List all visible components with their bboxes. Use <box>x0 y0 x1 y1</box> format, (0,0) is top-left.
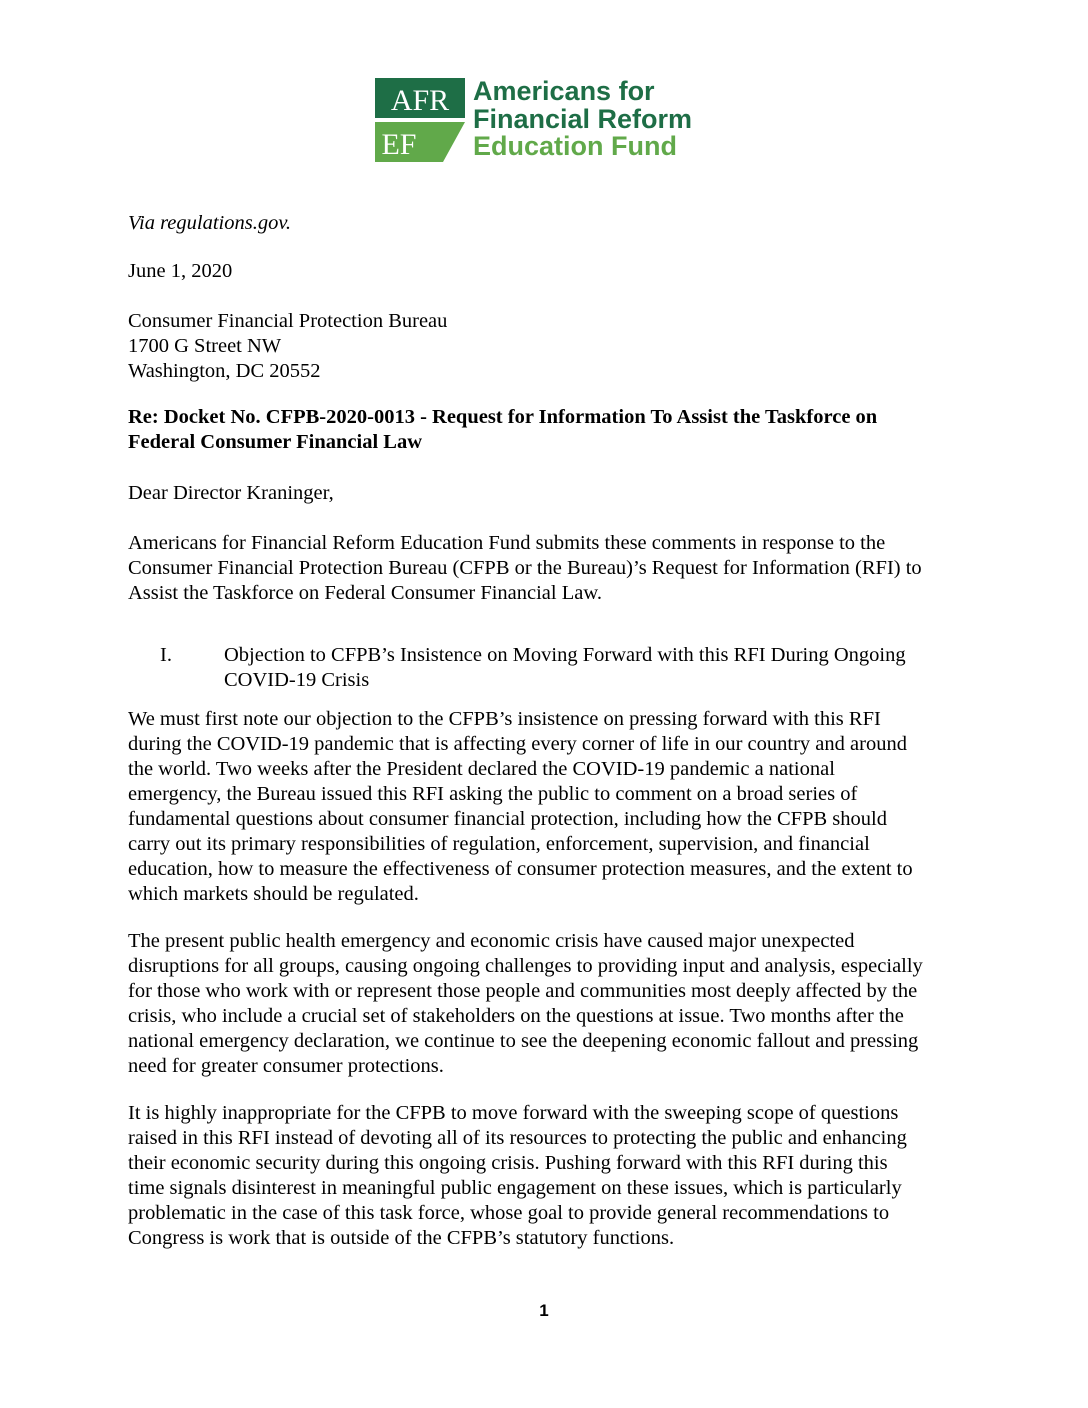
paragraph-3 <box>128 1101 968 1251</box>
paragraph-line: education, how to measure the effectiveness of consumer protection measures, and the extent to <box>128 858 913 880</box>
logo-mark-top: AFR <box>390 84 450 117</box>
paragraph-2 <box>128 929 968 1079</box>
paragraph-line: Consumer Financial Protection Bureau (CFPB or the Bureau)’s Request for Information (RFI) to <box>128 557 922 579</box>
paragraph-line: time signals disinterest in meaningful public engagement on these issues, which is particularly <box>128 1177 902 1199</box>
paragraph-line: their economic security during this ongoing crisis. Pushing forward with this RFI during this <box>128 1152 888 1174</box>
organization-logo <box>375 78 715 164</box>
section-number: I. <box>160 644 172 666</box>
paragraph-line: The present public health emergency and economic crisis have caused major unexpected <box>128 930 855 952</box>
paragraph-line: fundamental questions about consumer financial protection, including how the CFPB should <box>128 808 887 830</box>
paragraph-line: raised in this RFI instead of devoting all of its resources to protecting the public and enhancing <box>128 1127 907 1149</box>
delivery-method: Via regulations.gov. <box>128 212 292 234</box>
address-line: 1700 G Street NW <box>128 335 282 357</box>
section-title-line: COVID-19 Crisis <box>224 669 370 691</box>
paragraph-1 <box>128 707 968 907</box>
paragraph-line: the world. Two weeks after the President declared the COVID-19 pandemic a national <box>128 758 835 780</box>
paragraph-line: for those who work with or represent those people and communities most deeply affected by the <box>128 980 918 1002</box>
recipient-address <box>128 309 968 384</box>
logo-mark-bottom: EF <box>381 128 417 161</box>
page-number: 1 <box>539 1301 549 1320</box>
address-line: Consumer Financial Protection Bureau <box>128 310 448 332</box>
letter-date: June 1, 2020 <box>128 260 233 282</box>
paragraph-line: emergency, the Bureau issued this RFI asking the public to comment on a broad series of <box>128 783 858 805</box>
subject-line <box>128 405 968 455</box>
paragraph-line: crisis, who include a crucial set of stakeholders on the questions at issue. Two months after the <box>128 1005 904 1027</box>
paragraph-line: national emergency declaration, we continue to see the deepening economic fallout and pressing <box>128 1030 919 1052</box>
logo-line-1: Americans for <box>473 76 655 106</box>
paragraph-line: problematic in the case of this task force, whose goal to provide general recommendations to <box>128 1202 890 1224</box>
paragraph-line: which markets should be regulated. <box>128 883 419 905</box>
paragraph-line: Americans for Financial Reform Education Fund submits these comments in response to the <box>128 532 886 554</box>
logo-line-3: Education Fund <box>473 131 677 161</box>
paragraph-line: Assist the Taskforce on Federal Consumer Financial Law. <box>128 582 602 604</box>
salutation: Dear Director Kraninger, <box>128 482 334 504</box>
logo-wordmark <box>473 78 692 161</box>
logo-line-2: Financial Reform <box>473 103 693 134</box>
paragraph-line: need for greater consumer protections. <box>128 1055 444 1077</box>
paragraph-line: It is highly inappropriate for the CFPB to move forward with the sweeping scope of questions <box>128 1102 899 1124</box>
section-title <box>224 643 984 693</box>
intro-paragraph <box>128 531 968 606</box>
paragraph-line: disruptions for all groups, causing ongoing challenges to providing input and analysis, especially <box>128 955 923 977</box>
paragraph-line: We must first note our objection to the CFPB’s insistence on pressing forward with this RFI <box>128 708 881 730</box>
section-title-line: Objection to CFPB’s Insistence on Moving Forward with this RFI During Ongoing <box>224 644 906 666</box>
paragraph-line: Congress is work that is outside of the CFPB’s statutory functions. <box>128 1227 675 1249</box>
paragraph-line: carry out its primary responsibilities of regulation, enforcement, supervision, and financial <box>128 833 870 855</box>
subject-line-text: Federal Consumer Financial Law <box>128 431 423 453</box>
afr-ef-logo-mark <box>375 78 467 164</box>
address-line: Washington, DC 20552 <box>128 360 321 382</box>
subject-line-text: Re: Docket No. CFPB-2020-0013 - Request for Information To Assist the Taskforce on <box>128 406 878 428</box>
paragraph-line: during the COVID-19 pandemic that is affecting every corner of life in our country and around <box>128 733 907 755</box>
